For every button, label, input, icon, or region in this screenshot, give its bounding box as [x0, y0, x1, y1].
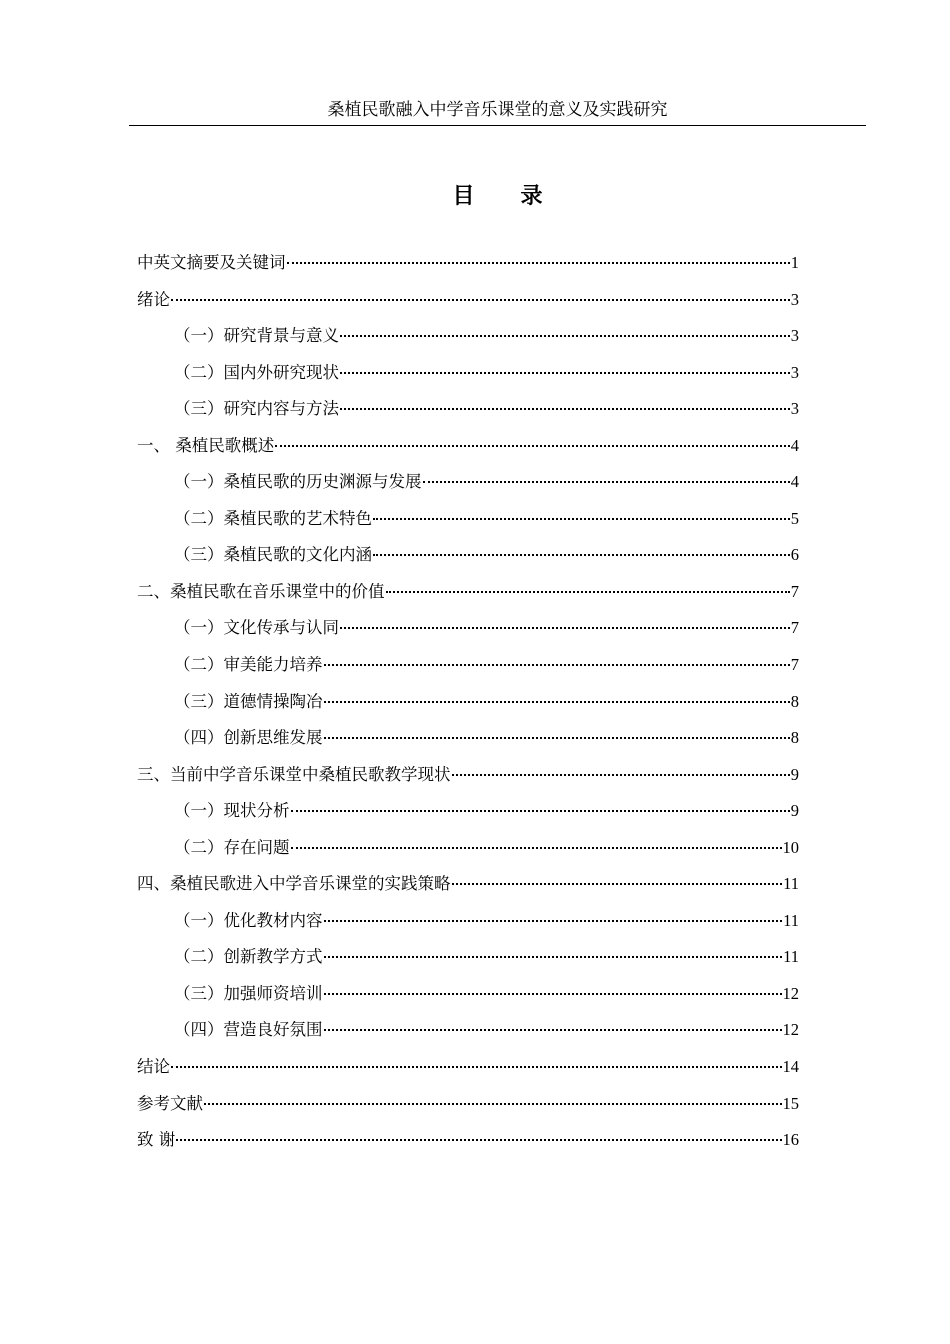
- toc-entry-title: （一）文化传承与认同: [174, 618, 339, 638]
- toc-entry[interactable]: [137, 537, 799, 574]
- toc-heading-left: 目: [452, 183, 475, 209]
- toc-dot-leader: [291, 847, 782, 849]
- toc-dot-leader: [452, 774, 790, 776]
- toc-entry[interactable]: [137, 318, 799, 355]
- toc-entry-title: 结论: [137, 1057, 170, 1077]
- toc-entry-title: 中英文摘要及关键词: [137, 253, 286, 272]
- toc-dot-leader: [386, 591, 790, 593]
- toc-entry-title: 致 谢: [137, 1130, 176, 1150]
- toc-entry[interactable]: [137, 939, 799, 976]
- toc-entry[interactable]: [137, 501, 799, 538]
- toc-entry[interactable]: [137, 684, 799, 721]
- toc-entry-title: （二）桑植民歌的艺术特色: [174, 508, 372, 528]
- toc-dot-leader: [324, 1029, 782, 1031]
- toc-entry-page: 12: [782, 983, 799, 1003]
- toc-entry[interactable]: [137, 1086, 799, 1123]
- toc-entry-title: 四、桑植民歌进入中学音乐课堂的实践策略: [137, 874, 451, 894]
- running-header: 桑植民歌融入中学音乐课堂的意义及实践研究: [327, 100, 668, 120]
- toc-entry[interactable]: [137, 647, 799, 684]
- toc-dot-leader: [452, 883, 783, 885]
- toc-dot-leader: [171, 1066, 782, 1068]
- toc-entry-page: 3: [790, 399, 799, 419]
- toc-entry-title: （一）现状分析: [174, 801, 290, 821]
- toc-entry-title: 一、 桑植民歌概述: [137, 435, 275, 455]
- toc-entry-page: 8: [790, 728, 799, 748]
- toc-entry-page: 7: [790, 581, 799, 601]
- toc-entry[interactable]: [137, 720, 799, 757]
- toc-entry-page: 11: [783, 910, 799, 930]
- toc-dot-leader: [324, 920, 783, 922]
- toc-entry[interactable]: [137, 793, 799, 830]
- toc-entry[interactable]: [137, 1012, 799, 1049]
- toc-entry-title: 二、桑植民歌在音乐课堂中的价值: [137, 581, 385, 601]
- toc-entry[interactable]: [137, 464, 799, 501]
- toc-dot-leader: [340, 408, 790, 410]
- toc-dot-leader: [324, 701, 790, 703]
- toc-entry[interactable]: [137, 757, 799, 794]
- toc-entry[interactable]: [137, 391, 799, 428]
- toc-entry-page: 8: [790, 691, 799, 711]
- toc-entry-page: 16: [782, 1130, 799, 1150]
- toc-entry-title: （二）存在问题: [174, 837, 290, 857]
- toc-entry[interactable]: [137, 976, 799, 1013]
- toc-entry-page: 6: [790, 545, 799, 565]
- toc-entry-page: 11: [783, 947, 799, 967]
- toc-entry-page: 9: [790, 764, 799, 784]
- toc-entry[interactable]: [137, 282, 799, 319]
- toc-dot-leader: [373, 518, 790, 520]
- toc-entry-page: 15: [782, 1093, 799, 1113]
- toc-dot-leader: [373, 554, 790, 556]
- toc-dot-leader: [324, 664, 790, 666]
- toc-entry-title: （三）研究内容与方法: [174, 399, 339, 419]
- toc-entry-title: （三）加强师资培训: [174, 983, 323, 1003]
- toc-dot-leader: [324, 993, 782, 995]
- toc-entry-title: （四）创新思维发展: [174, 728, 323, 748]
- toc-entry[interactable]: [137, 574, 799, 611]
- toc-entry[interactable]: [137, 355, 799, 392]
- toc-entry[interactable]: [137, 830, 799, 867]
- toc-dot-leader: [204, 1103, 782, 1105]
- toc-dot-leader: [171, 299, 790, 301]
- toc-dot-leader: [291, 810, 790, 812]
- toc-entry-title: 绪论: [137, 289, 170, 309]
- toc-entry-title: （二）国内外研究现状: [174, 362, 339, 382]
- toc-entry-title: （一）优化教材内容: [174, 910, 323, 930]
- toc-dot-leader: [423, 481, 790, 483]
- table-of-contents: [137, 245, 799, 1159]
- toc-entry[interactable]: [137, 866, 799, 903]
- toc-entry-page: 12: [782, 1020, 799, 1040]
- toc-entry-page: 1: [790, 253, 799, 272]
- toc-dot-leader: [340, 372, 790, 374]
- toc-entry-page: 3: [790, 362, 799, 382]
- toc-dot-leader: [340, 335, 790, 337]
- toc-entry-title: （三）桑植民歌的文化内涵: [174, 545, 372, 565]
- toc-heading: [129, 179, 866, 213]
- toc-entry[interactable]: [137, 428, 799, 465]
- header-rule: [129, 125, 866, 126]
- toc-entry-page: 4: [790, 472, 799, 492]
- toc-entry-title: （四）营造良好氛围: [174, 1020, 323, 1040]
- toc-entry-title: （一）研究背景与意义: [174, 326, 339, 346]
- toc-dot-leader: [324, 737, 790, 739]
- toc-entry[interactable]: [137, 903, 799, 940]
- toc-entry-title: 三、当前中学音乐课堂中桑植民歌教学现状: [137, 764, 451, 784]
- toc-entry-page: 10: [782, 837, 799, 857]
- toc-dot-leader: [340, 627, 790, 629]
- toc-entry-title: （一）桑植民歌的历史渊源与发展: [174, 472, 422, 492]
- toc-heading-right: 录: [520, 183, 543, 209]
- toc-dot-leader: [324, 956, 783, 958]
- toc-dot-leader: [287, 262, 790, 264]
- toc-entry-page: 3: [790, 289, 799, 309]
- toc-entry[interactable]: [137, 1122, 799, 1159]
- toc-entry-page: 9: [790, 801, 799, 821]
- toc-entry[interactable]: [137, 610, 799, 647]
- toc-entry-page: 7: [790, 618, 799, 638]
- toc-entry-page: 11: [783, 874, 799, 894]
- toc-entry[interactable]: [137, 1049, 799, 1086]
- toc-entry-title: 参考文献: [137, 1093, 203, 1113]
- toc-entry-page: 5: [790, 508, 799, 528]
- toc-dot-leader: [176, 1139, 781, 1141]
- toc-entry[interactable]: [137, 245, 799, 282]
- toc-entry-title: （二）创新教学方式: [174, 947, 323, 967]
- toc-entry-page: 4: [790, 435, 799, 455]
- toc-dot-leader: [275, 445, 790, 447]
- toc-entry-page: 7: [790, 655, 799, 675]
- toc-entry-page: 14: [782, 1057, 799, 1077]
- toc-entry-title: （二）审美能力培养: [174, 655, 323, 675]
- toc-entry-page: 3: [790, 326, 799, 346]
- toc-entry-title: （三）道德情操陶冶: [174, 691, 323, 711]
